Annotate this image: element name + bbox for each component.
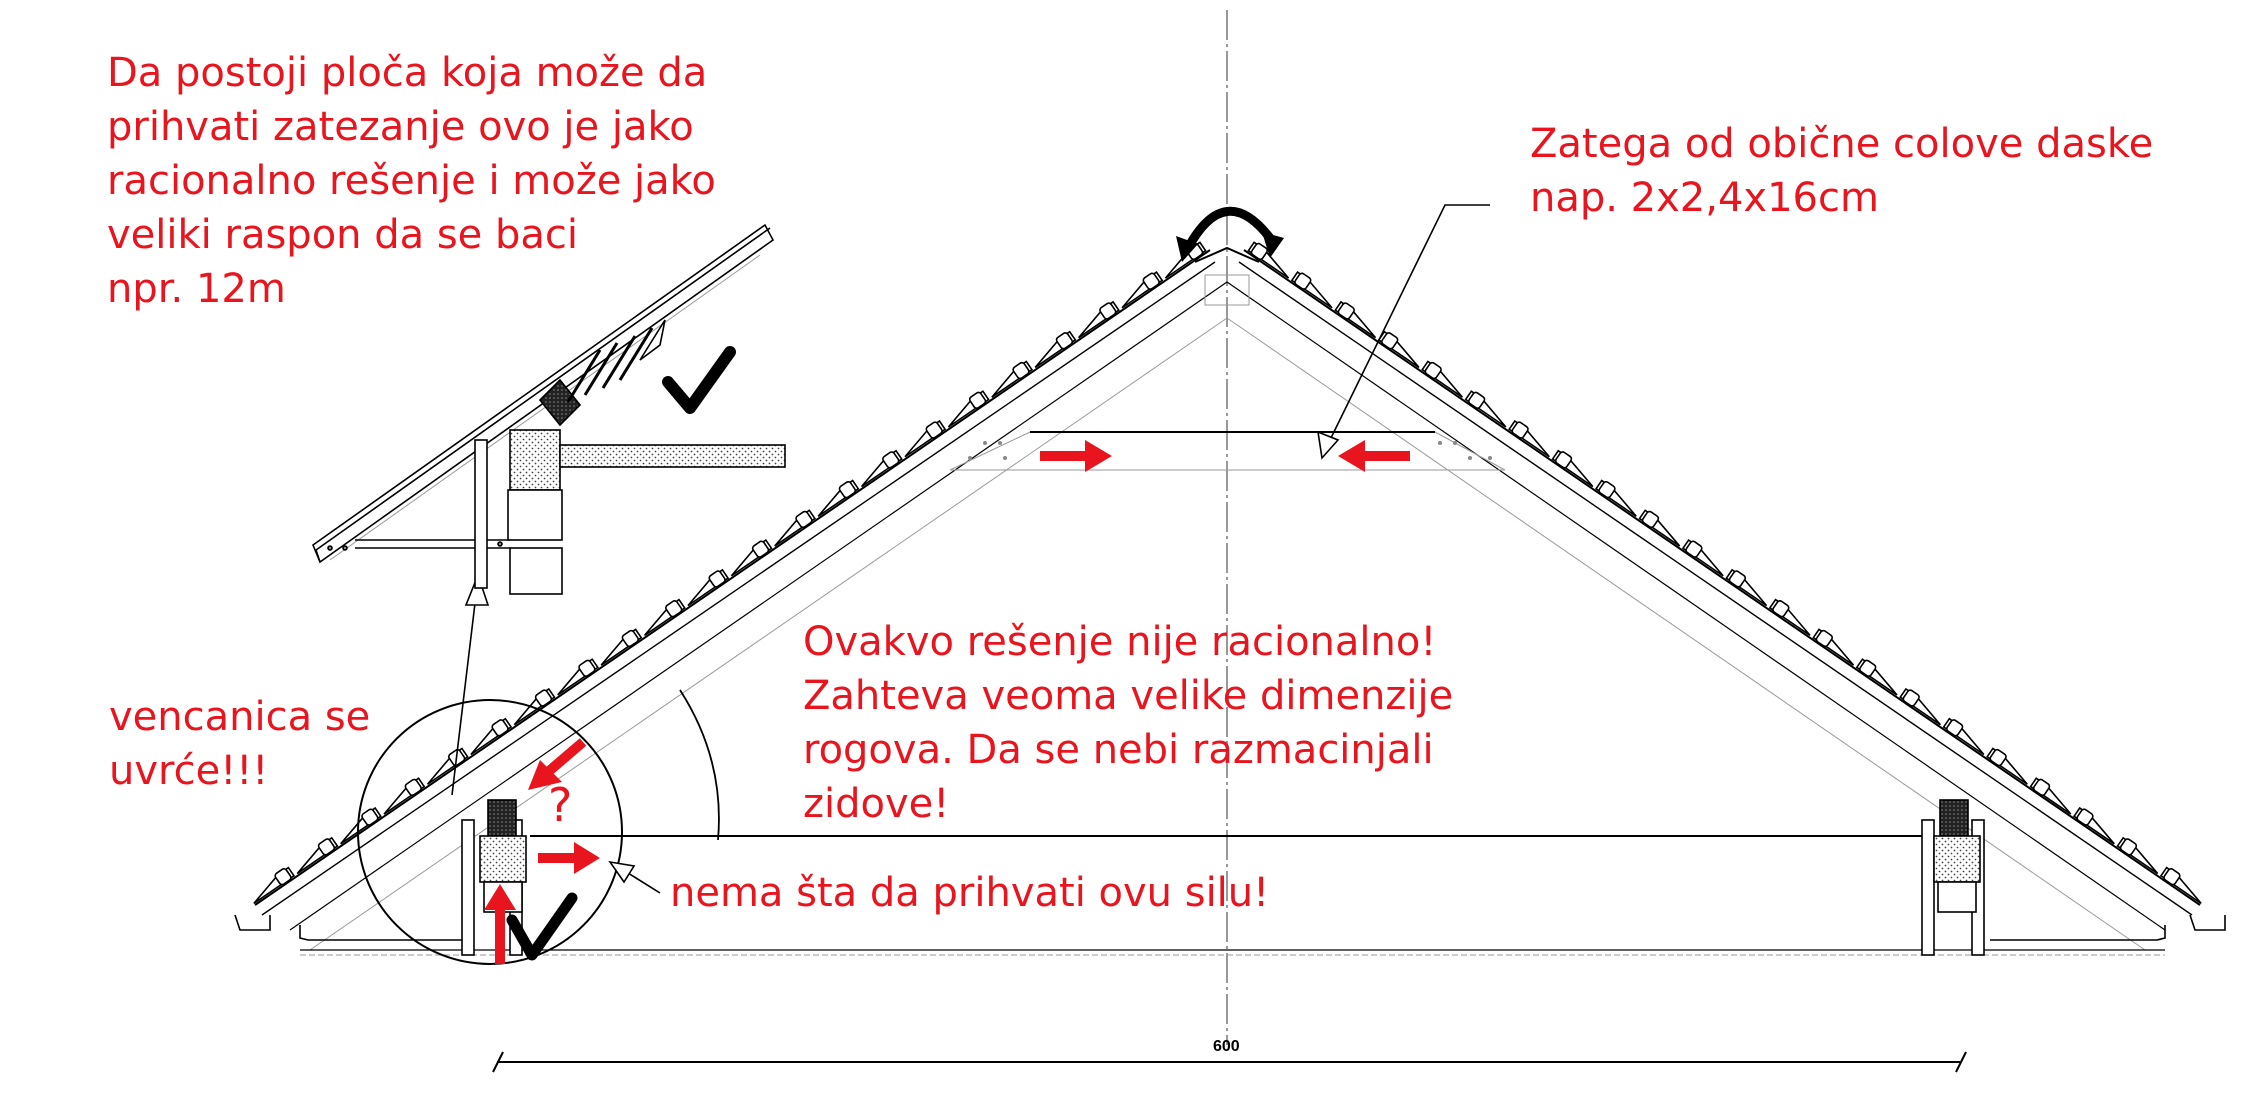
dimension-label: 600 — [1213, 1038, 1240, 1055]
compression-arrow-right-icon — [1040, 440, 1112, 472]
note-irrational — [803, 615, 1453, 831]
note-irrational-line: Zahteva veoma velike dimenzije — [803, 673, 1454, 719]
note-plate-line: prihvati zatezanje ovo je jako — [107, 104, 694, 150]
note-no-support — [670, 866, 1269, 920]
note-ring-beam-line: vencanica se — [109, 694, 371, 740]
note-tie-line: nap. 2x2,4x16cm — [1530, 175, 1879, 221]
note-irrational-line: Ovakvo rešenje nije racionalno! — [803, 619, 1437, 665]
roof-tile — [247, 866, 294, 904]
note-irrational-line: zidove! — [803, 781, 950, 827]
horizontal-force-arrow-icon — [538, 842, 600, 874]
tie-leader — [1318, 205, 1490, 458]
roof-angle-arc — [680, 690, 719, 840]
check-mark-top-icon — [668, 352, 730, 408]
note-plate-line: racionalno rešenje i može jako — [107, 158, 716, 204]
note-plate-line: veliki raspon da se baci — [107, 212, 579, 258]
question-mark: ? — [548, 778, 573, 832]
no-support-leader — [610, 862, 660, 893]
note-tie — [1530, 117, 2153, 225]
note-no-support-line: nema šta da prihvati ovu silu! — [670, 870, 1270, 916]
note-ring-beam-line: uvrće!!! — [109, 748, 269, 794]
note-ring-beam — [109, 690, 370, 798]
note-plate-line: Da postoji ploča koja može da — [107, 50, 708, 96]
note-plate — [107, 46, 716, 316]
note-plate-line: npr. 12m — [107, 266, 286, 312]
compression-arrow-left-icon — [1338, 440, 1410, 472]
note-irrational-line: rogova. Da se nebi razmacinjali — [803, 727, 1434, 773]
note-tie-line: Zatega od obične colove daske — [1530, 121, 2154, 167]
